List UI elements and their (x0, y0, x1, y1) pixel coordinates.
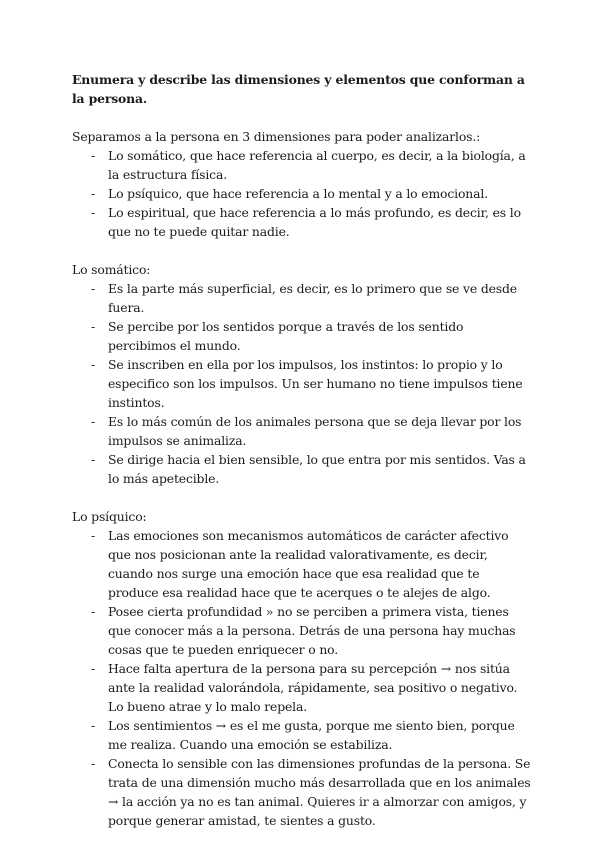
list-item: - Los sentimientos → es el me gusta, porque me siento bien, porque me realiza. Cuando una emoción se estabiliza. (72, 716, 532, 754)
list-item: - Se percibe por los sentidos porque a través de los sentido percibimos el mundo. (72, 317, 532, 355)
section-psiquico-heading: Lo psíquico: (72, 509, 147, 524)
list-item: - Es la parte más superficial, es decir, es lo primero que se ve desde fuera. (72, 279, 532, 317)
document-page (72, 70, 532, 830)
section-intro-list (72, 146, 532, 241)
list-item: - Hace falta apertura de la persona para su percepción → nos sitúa ante la realidad valorándola, rápidamente, sea positivo o negativo. Lo bueno atrae y lo malo repela. (72, 659, 532, 716)
list-item: - Lo espiritual, que hace referencia a lo más profundo, es decir, es lo que no te puede quitar nadie. (72, 203, 532, 241)
section-somatico-heading: Lo somático: (72, 262, 151, 277)
spacer (72, 241, 532, 260)
list-item: - Lo somático, que hace referencia al cuerpo, es decir, a la biología, a la estructura física. (72, 146, 532, 184)
list-item: - Se inscriben en ella por los impulsos, los instintos: lo propio y lo especifico son los impulsos. Un ser humano no tiene impulsos tiene instintos. (72, 355, 532, 412)
list-item: - Las emociones son mecanismos automáticos de carácter afectivo que nos posicionan ante la realidad valorativamente, es decir, cuando nos surge una emoción hace que esa realidad que te produce esa realidad hace que te acerques o te alejes de algo. (72, 526, 532, 602)
document-title: Enumera y describe las dimensiones y elementos que conforman a la persona. (72, 72, 525, 106)
list-item: - Es lo más común de los animales persona que se deja llevar por los impulsos se animaliza. (72, 412, 532, 450)
section-somatico-list (72, 279, 532, 488)
list-item: - Conecta lo sensible con las dimensiones profundas de la persona. Se trata de una dimensión mucho más desarrollada que en los animales → la acción ya no es tan animal. Quieres ir a almorzar con amigos, y porque generar amistad, te sientes a gusto. (72, 754, 532, 830)
list-item: - Lo psíquico, que hace referencia a lo mental y a lo emocional. (72, 184, 532, 203)
list-item: - Se dirige hacia el bien sensible, lo que entra por mis sentidos. Vas a lo más apetecible. (72, 450, 532, 488)
spacer (72, 108, 532, 127)
spacer (72, 488, 532, 507)
section-psiquico-list (72, 526, 532, 830)
list-item: - Posee cierta profundidad » no se perciben a primera vista, tienes que conocer más a la persona. Detrás de una persona hay muchas cosas que te pueden enriquecer o no. (72, 602, 532, 659)
section-intro-heading: Separamos a la persona en 3 dimensiones para poder analizarlos.: (72, 129, 481, 144)
